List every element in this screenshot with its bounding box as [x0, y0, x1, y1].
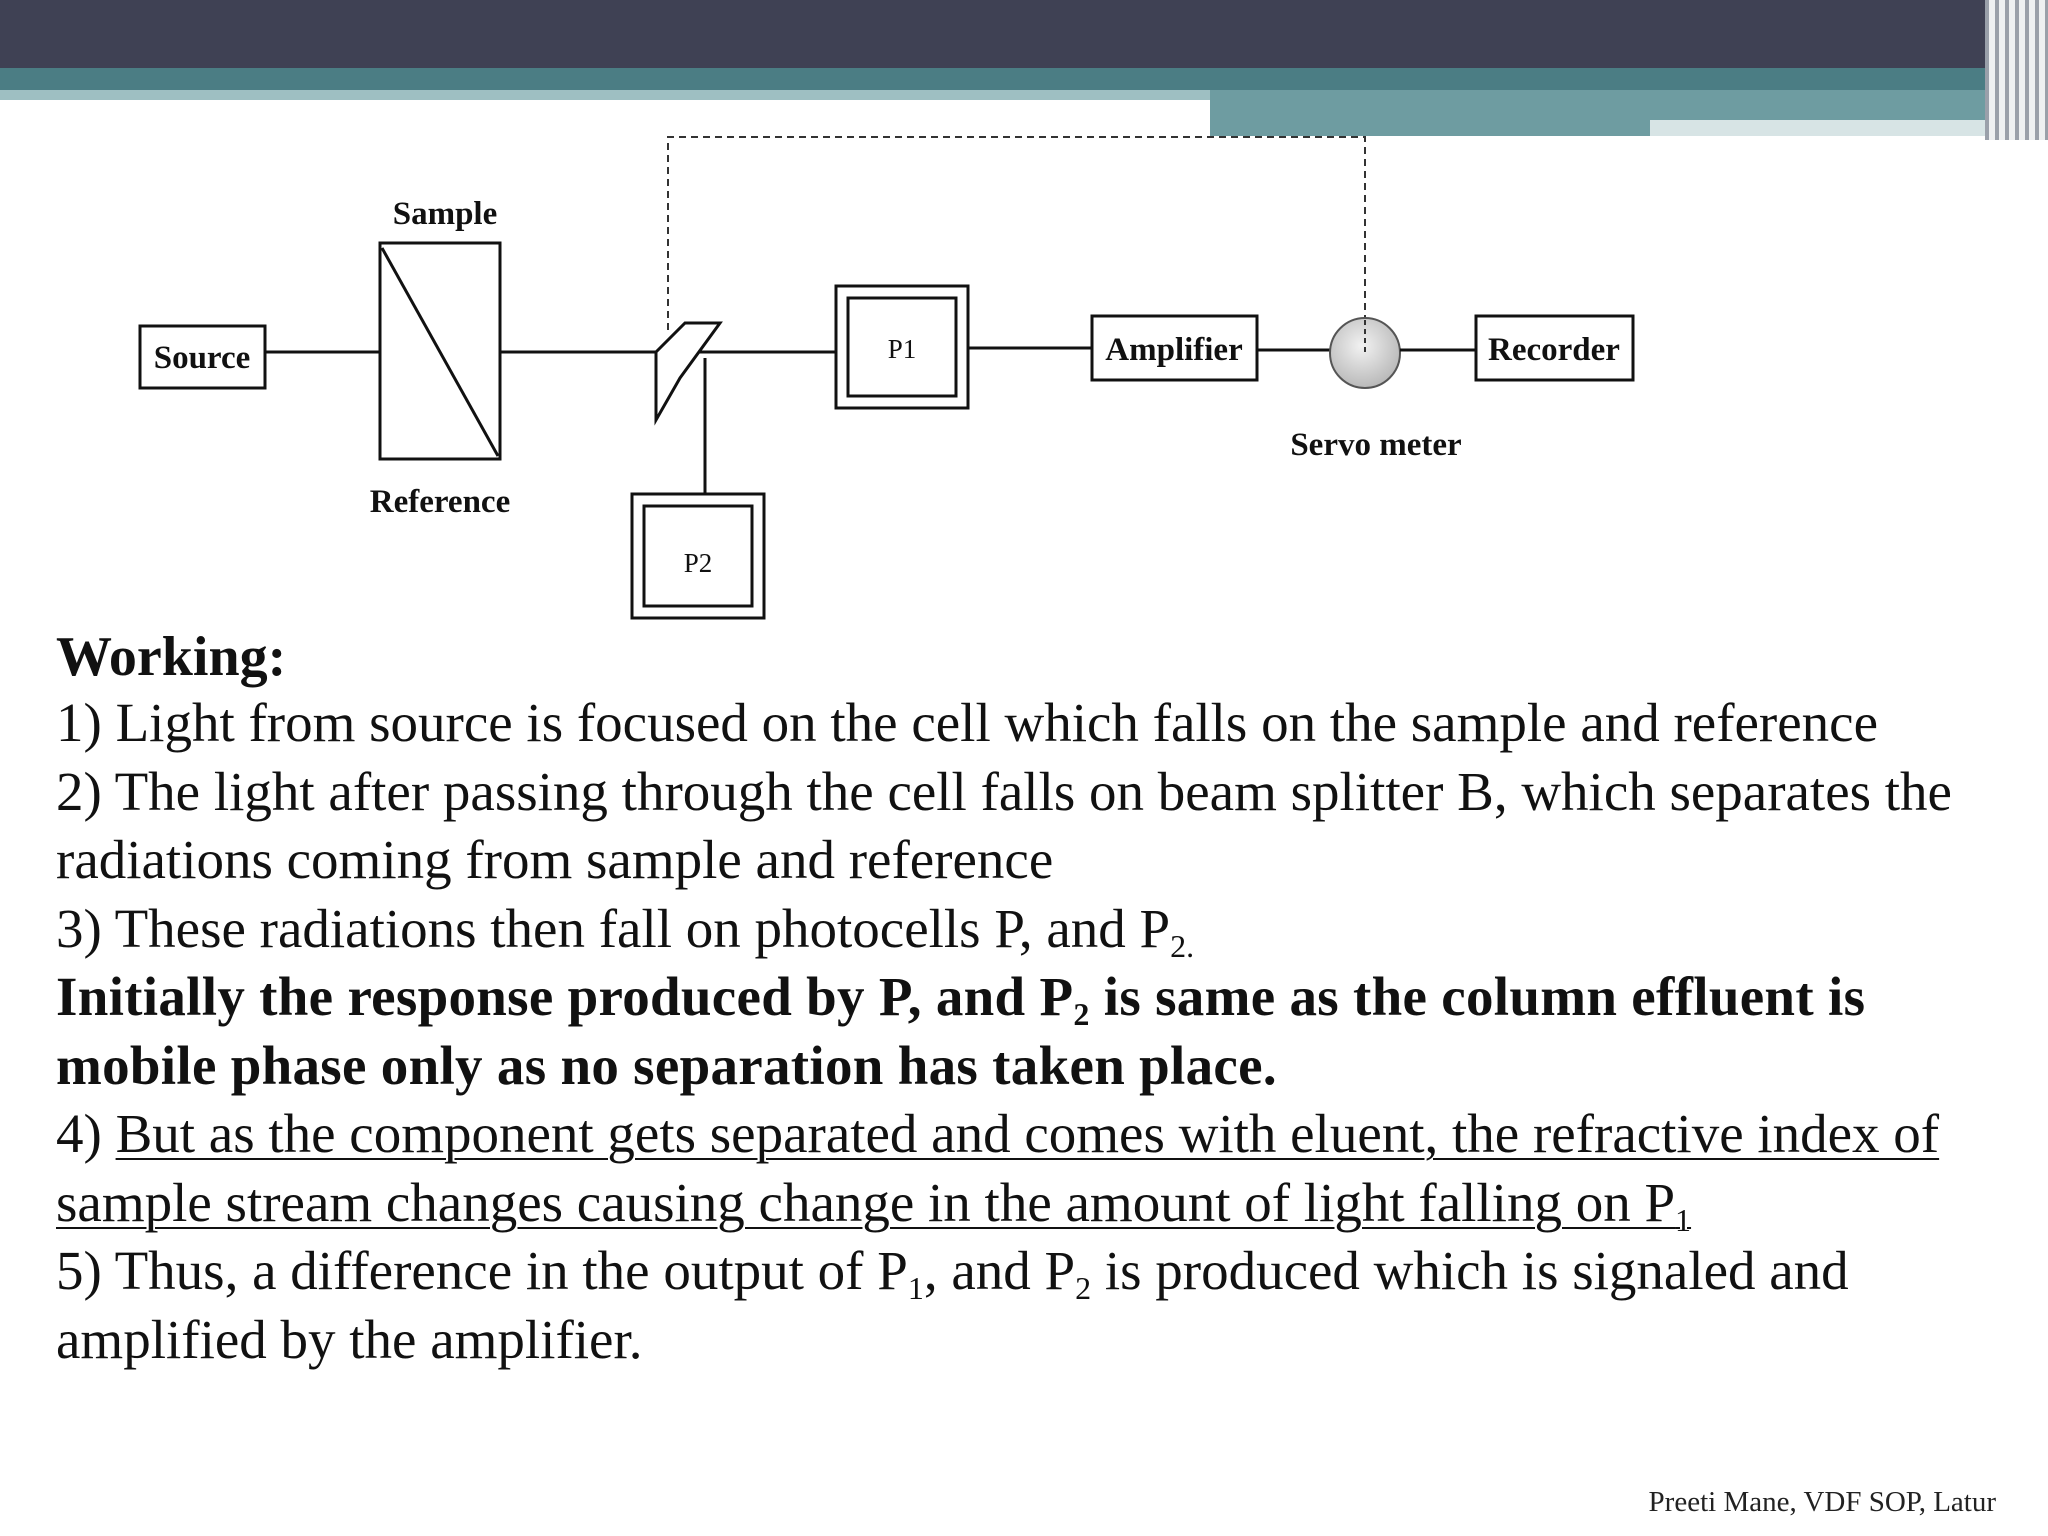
recorder-label: Recorder — [1488, 332, 1620, 368]
sample-label: Sample — [392, 196, 498, 232]
p1-label: P1 — [887, 334, 917, 364]
reference-label: Reference — [369, 484, 511, 520]
working-step-5-subscript-2: 2 — [1075, 1270, 1092, 1306]
amplifier-label: Amplifier — [1105, 332, 1243, 368]
servo-meter-icon — [1330, 318, 1400, 388]
working-section — [56, 625, 1986, 1374]
working-step-5-subscript-1: 1 — [907, 1270, 924, 1306]
bold-note-text-b: is same as the column effluent is mobile phase only as no separation has taken place. — [56, 966, 1866, 1096]
working-step-5-text-c: is produced which is signaled and amplified by the amplifier. — [56, 1240, 1849, 1370]
working-step-2: 2) The light after passing through the cell falls on beam splitter B, which separates the radiations coming from sample and reference — [56, 760, 1952, 890]
working-step-3-text: 3) These radiations then fall on photocells P, and P — [56, 897, 1171, 959]
working-step-4-subscript: 1 — [1675, 1201, 1692, 1238]
working-step-5 — [56, 1237, 1986, 1374]
bold-note-text-a: Initially the response produced by P, and P — [56, 966, 1074, 1027]
working-heading: Working: — [56, 626, 287, 688]
servo-meter-label: Servo meter — [1290, 427, 1462, 463]
feedback-dashed-line — [668, 137, 1365, 330]
working-step-3-subscript: 2. — [1170, 927, 1195, 964]
header-stripes — [1985, 0, 2048, 140]
working-step-4-text: But as the component gets separated and comes with eluent, the refractive index of sample stream changes causing change in the amount of light falling on P — [56, 1103, 1940, 1233]
footer-credit: Preeti Mane, VDF SOP, Latur — [1648, 1486, 1996, 1518]
p2-label: P2 — [683, 548, 713, 578]
refractive-index-detector-diagram — [0, 100, 1760, 640]
working-step-5-text-b: , and P — [923, 1240, 1076, 1301]
working-bold-note — [56, 963, 1986, 1100]
working-step-4-underlined — [56, 1103, 1940, 1238]
header-light-band — [0, 90, 1210, 100]
source-label: Source — [153, 340, 251, 376]
working-step-4 — [56, 1100, 1986, 1237]
header-bar — [0, 0, 2048, 68]
beam-splitter — [656, 323, 720, 420]
bold-note-subscript: 2 — [1073, 996, 1090, 1032]
working-step-5-text-a: 5) Thus, a difference in the output of P — [56, 1240, 908, 1301]
working-step-3 — [56, 895, 1986, 964]
working-step-1: 1) Light from source is focused on the cell which falls on the sample and reference — [56, 692, 1878, 753]
working-step-4-prefix: 4) — [56, 1103, 116, 1164]
header-accent-band — [0, 68, 2048, 90]
